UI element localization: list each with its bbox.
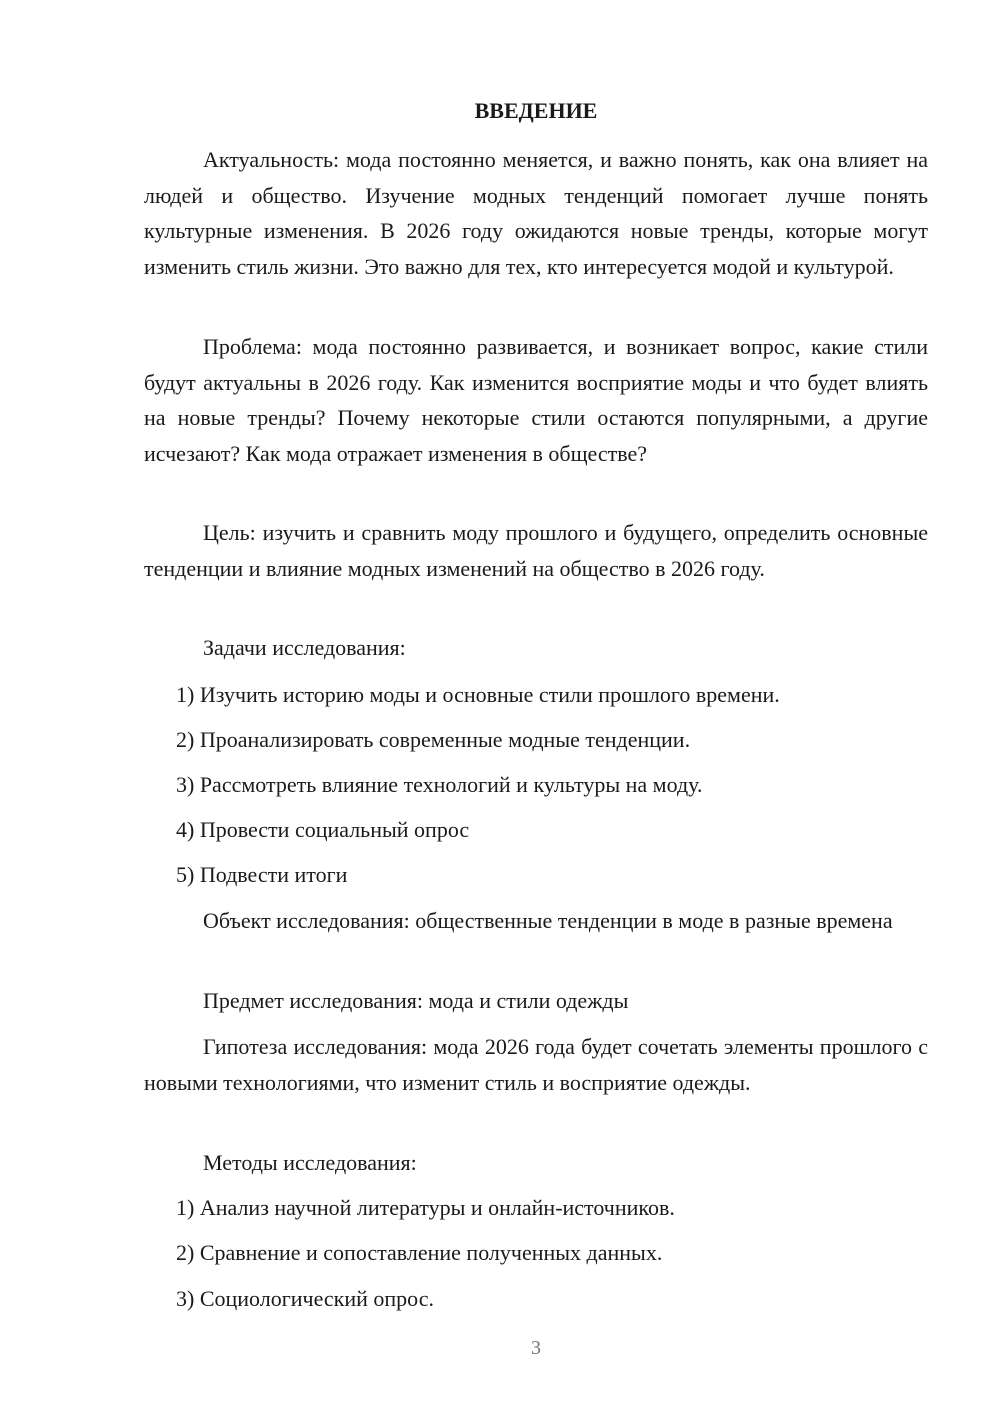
paragraph-subject: Предмет исследования: мода и стили одежды [203, 988, 629, 1013]
paragraph-relevance: Актуальность: мода постоянно меняется, и важно понять, как она влияет на людей и общество. Изучение модных тенденций помогает лучше понять культурные изменения. В 2026 году ожидаются новые тренды, которые могут изменить стиль жизни. Это важно для тех, кто интересуется модой и культурой. [144, 147, 928, 279]
paragraph-object: Объект исследования: общественные тенденции в моде в разные времена [203, 908, 893, 933]
task-item-1: 1) Изучить историю моды и основные стили прошлого времени. [176, 682, 780, 707]
method-item-3: 3) Социологический опрос. [176, 1286, 434, 1311]
method-item-1: 1) Анализ научной литературы и онлайн-источников. [176, 1195, 675, 1220]
section-heading: ВВЕДЕНИЕ [474, 98, 598, 123]
paragraph-problem: Проблема: мода постоянно развивается, и возникает вопрос, какие стили будут актуальны в 2026 году. Как изменится восприятие моды и что будет влиять на новые тренды? Почему некоторые стили остаются популярными, а другие исчезают? Как мода отражает изменения в обществе? [144, 334, 928, 466]
task-item-5: 5) Подвести итоги [176, 862, 348, 887]
task-item-2: 2) Проанализировать современные модные тенденции. [176, 727, 691, 752]
method-item-2: 2) Сравнение и сопоставление полученных данных. [176, 1240, 663, 1265]
page-number: 3 [531, 1337, 541, 1359]
tasks-label: Задачи исследования: [203, 635, 406, 660]
paragraph-goal: Цель: изучить и сравнить моду прошлого и будущего, определить основные тенденции и влияние модных изменений на общество в 2026 году. [144, 520, 928, 581]
task-item-4: 4) Провести социальный опрос [176, 817, 470, 842]
task-item-3: 3) Рассмотреть влияние технологий и культуры на моду. [176, 772, 703, 797]
methods-label: Методы исследования: [203, 1150, 417, 1175]
paragraph-hypothesis: Гипотеза исследования: мода 2026 года будет сочетать элементы прошлого с новыми технологиями, что изменит стиль и восприятие одежды. [144, 1034, 928, 1095]
